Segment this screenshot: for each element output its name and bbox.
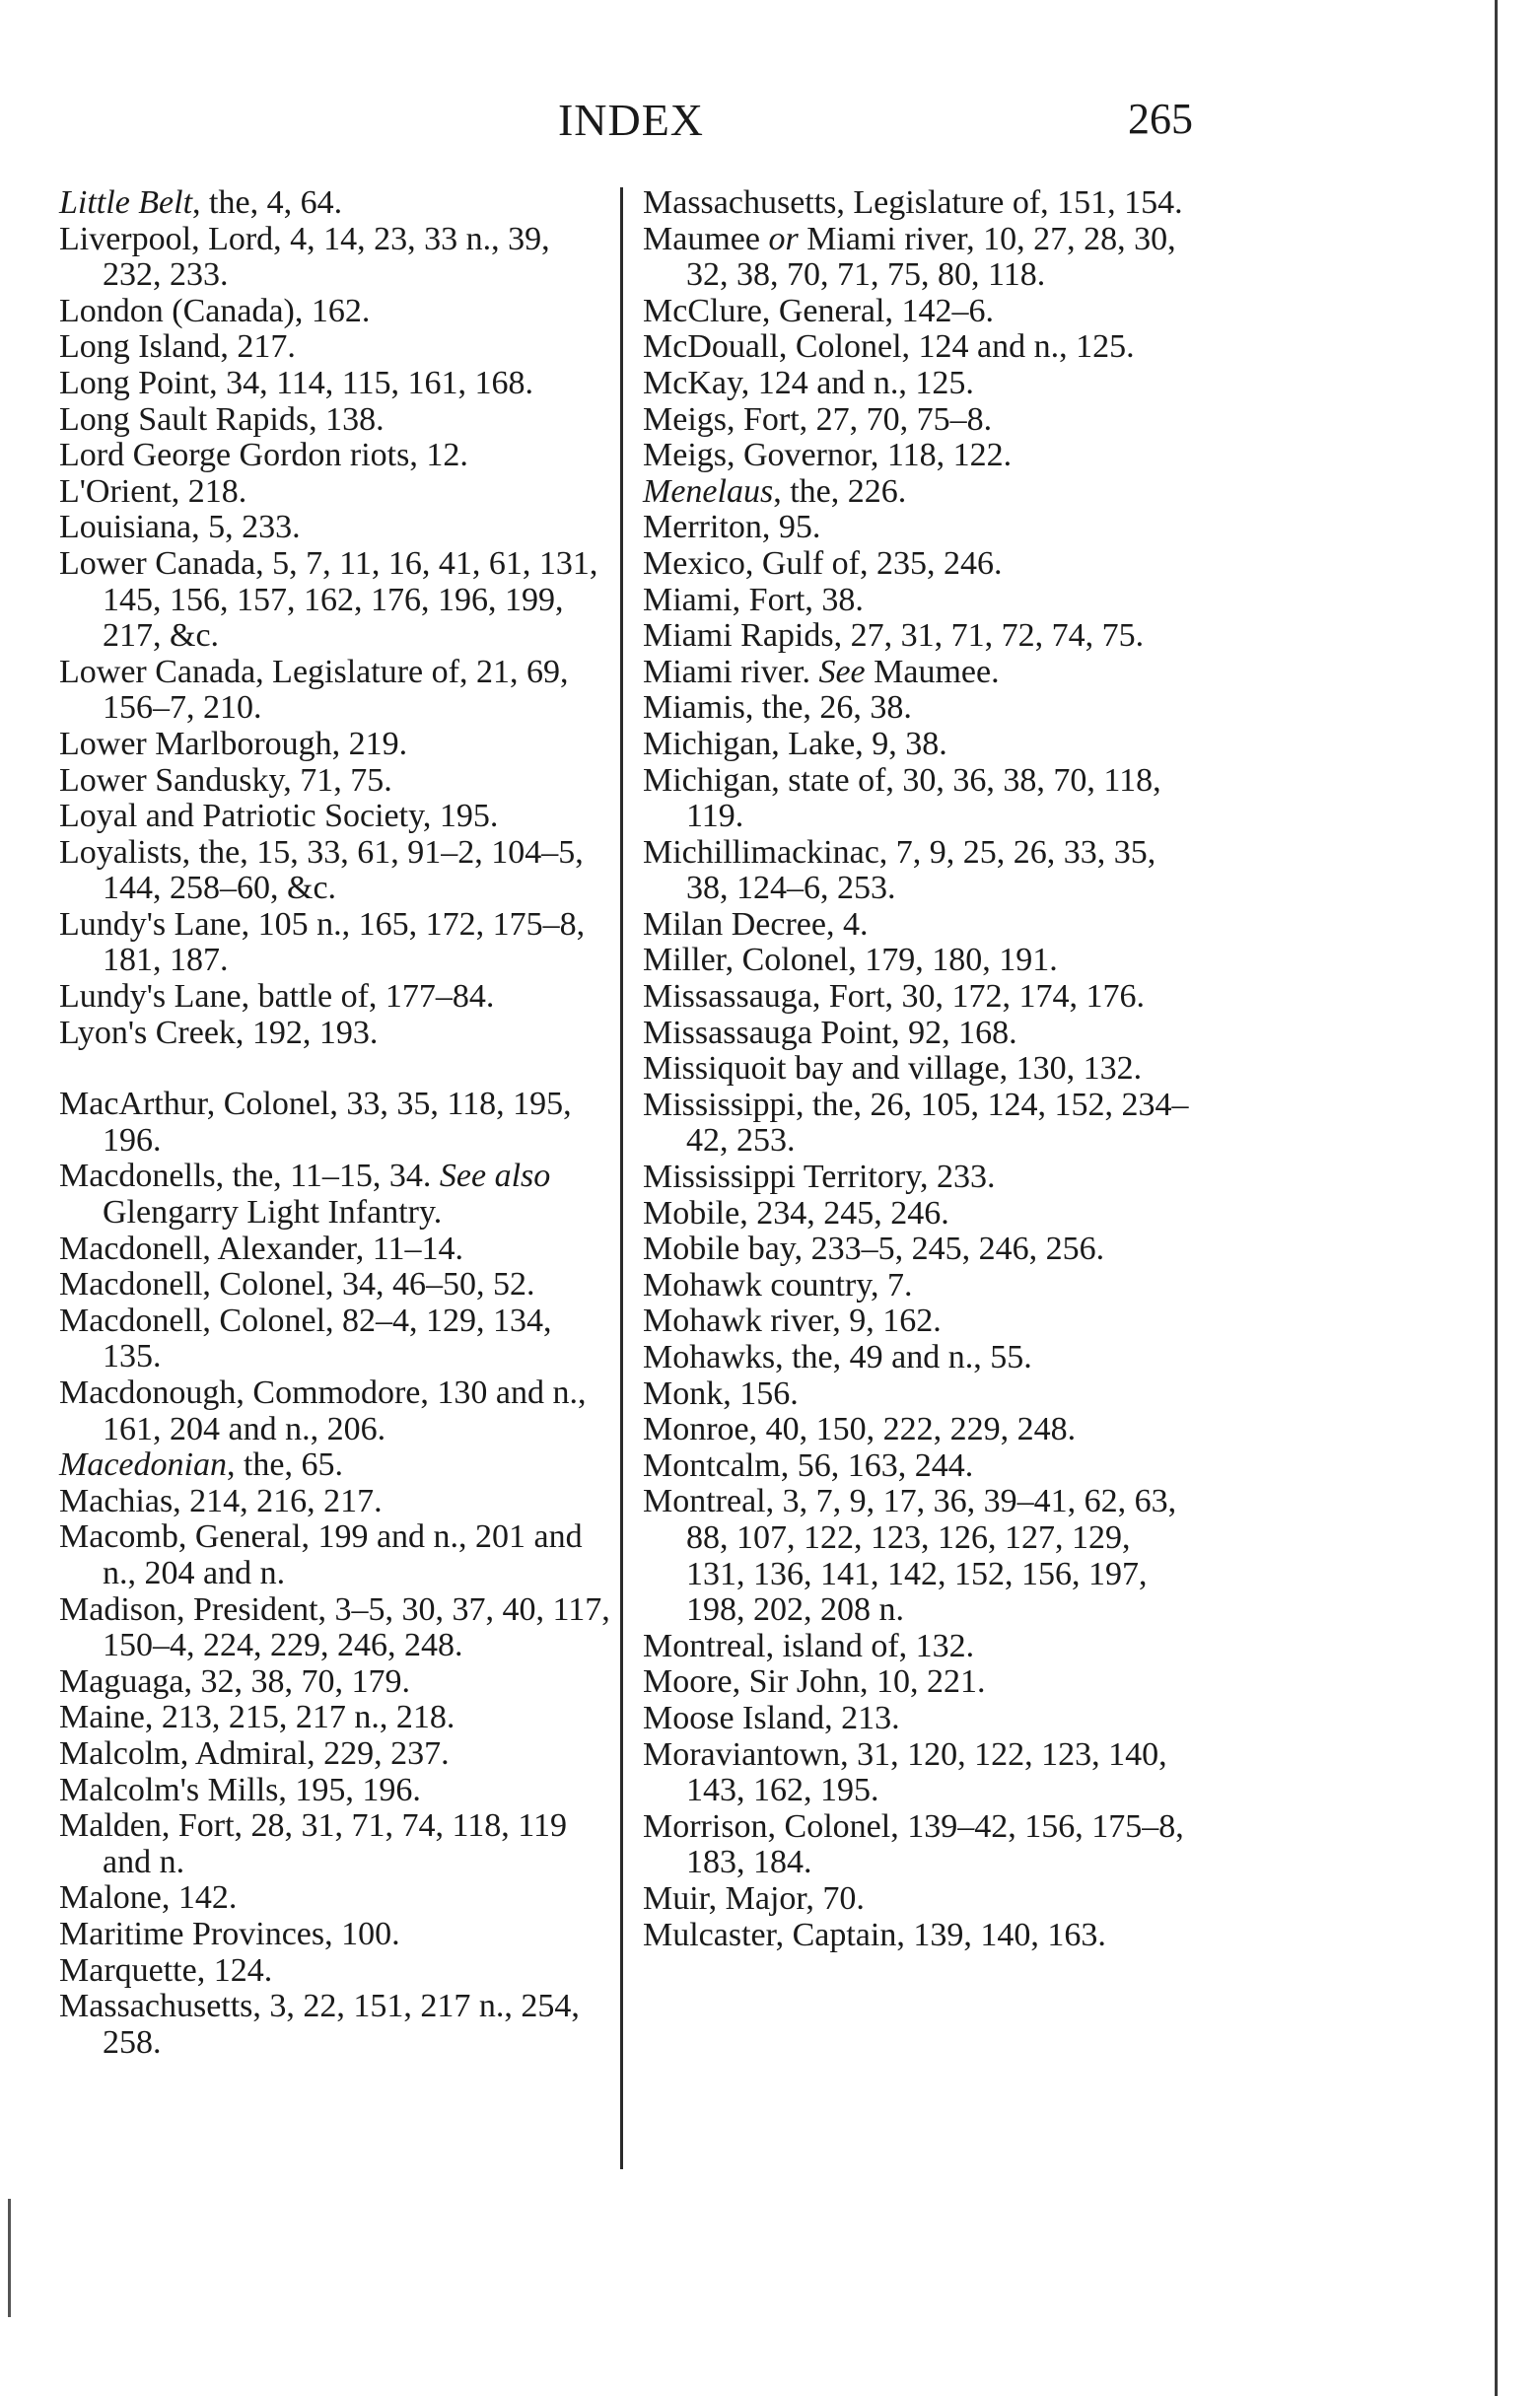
index-entry-text: Muir, Major, 70. [643,1879,865,1917]
index-column-left [59,185,611,2061]
index-entry [59,1989,611,2061]
index-entry-text: Macdonough, Commodore, 130 and n., 161, 204 and n., 206. [59,1374,587,1447]
index-entry-text: Long Point, 34, 114, 115, 161, 168. [59,364,534,401]
index-entry [59,1484,611,1520]
index-entry-text: Mulcaster, Captain, 139, 140, 163. [643,1916,1106,1953]
index-entry-text: Michigan, state of, 30, 36, 38, 70, 118, 119. [643,761,1161,835]
index-entry [643,1232,1195,1268]
index-entry-text: Mobile, 234, 245, 246. [643,1194,949,1232]
index-entry-text: Missiquoit bay and village, 130, 132. [643,1050,1143,1088]
index-entry-text: L'Orient, 218. [59,472,247,510]
index-entry [643,185,1195,222]
index-entry [643,763,1195,835]
index-entry [643,546,1195,583]
index-entry [59,510,611,546]
index-entry-text: Montreal, 3, 7, 9, 17, 36, 39–41, 62, 63, 88, 107, 122, 123, 126, 127, 129, 131, 136, 141, 142, 152, 156, 197, 198, 202, 208 n. [643,1483,1177,1629]
index-entry-text: Morrison, Colonel, 139–42, 156, 175–8, 183, 184. [643,1807,1184,1881]
index-entry [59,366,611,402]
index-entry [643,474,1195,511]
index-entry [643,1196,1195,1233]
index-entry-text: Lower Sandusky, 71, 75. [59,761,392,799]
index-entry [643,1701,1195,1737]
index-entry [643,1160,1195,1196]
index-entry-text: Maritime Provinces, 100. [59,1915,400,1952]
index-entry-text: Moraviantown, 31, 120, 122, 123, 140, 143, 162, 195. [643,1735,1167,1809]
index-entry-text: Macdonell, Alexander, 11–14. [59,1230,463,1267]
index-entry [643,1016,1195,1052]
index-entry [643,1340,1195,1376]
index-entry [59,185,611,222]
index-entry-text: Malcolm's Mills, 195, 196. [59,1771,421,1808]
index-entry [59,727,611,763]
index-entry-text: McKay, 124 and n., 125. [643,364,974,401]
index-entry [643,1881,1195,1918]
index-entry-text: Moore, Sir John, 10, 221. [643,1663,986,1701]
index-entry [643,329,1195,366]
index-entry-text: Merriton, 95. [643,509,821,546]
index-entry [643,510,1195,546]
index-entry [59,1953,611,1990]
index-entry [59,1917,611,1953]
index-entry [643,979,1195,1016]
index-entry-text: Massachusetts, Legislature of, 151, 154. [643,184,1183,221]
index-entry [643,1629,1195,1665]
index-entry-text: Meigs, Fort, 27, 70, 75–8. [643,400,993,438]
index-entry [643,835,1195,907]
index-entry-text: , the, 226. [773,472,907,510]
index-entry-text: Louisiana, 5, 233. [59,509,301,546]
index-entry-italic: See also [431,1158,551,1195]
index-entry-italic: Little Belt [59,184,193,221]
index-entry [59,1447,611,1484]
index-entry-text: Liverpool, Lord, 4, 14, 23, 33 n., 39, 232, 233. [59,220,550,294]
index-entry-text: Mohawk river, 9, 162. [643,1303,942,1340]
index-entry-text: , the, 65. [226,1446,343,1484]
index-entry-text: Michigan, Lake, 9, 38. [643,725,947,762]
index-entry [59,1736,611,1773]
index-entry [643,438,1195,474]
index-entry [643,366,1195,402]
index-entry [643,943,1195,979]
index-entry [643,727,1195,763]
index-entry-text: Macomb, General, 199 and n., 201 and n., 204 and n. [59,1518,583,1591]
index-entry-text: Miami river, 10, 27, 28, 30, 32, 38, 70, 71, 75, 80, 118. [686,220,1176,294]
index-entry [643,690,1195,727]
index-entry [59,1773,611,1809]
index-entry-text: Madison, President, 3–5, 30, 37, 40, 117, 150–4, 224, 229, 246, 248. [59,1590,610,1664]
index-entry [643,1304,1195,1340]
index-entry-text: Lord George Gordon riots, 12. [59,437,468,474]
index-entry-text: Miami, Fort, 38. [643,581,864,618]
index-entry [643,1737,1195,1809]
index-entry [59,402,611,439]
index-entry [59,1808,611,1880]
index-entry-italic: See [809,653,866,690]
index-entry-text: MacArthur, Colonel, 33, 35, 118, 195, 196. [59,1086,572,1159]
index-entry-text: Montcalm, 56, 163, 244. [643,1446,974,1484]
index-entry-text: Mobile bay, 233–5, 245, 246, 256. [643,1231,1105,1268]
index-entry [59,979,611,1016]
index-entry [643,1412,1195,1448]
index-entry-text: Miami Rapids, 27, 31, 71, 72, 74, 75. [643,617,1145,655]
index-entry-text: Lyon's Creek, 192, 193. [59,1014,379,1051]
index-entry-text: Lower Canada, Legislature of, 21, 69, 156–7, 210. [59,653,569,727]
index-entry-text: Macdonell, Colonel, 34, 46–50, 52. [59,1266,535,1304]
index-entry-italic: or [759,220,799,257]
index-entry-text: Mohawks, the, 49 and n., 55. [643,1339,1032,1375]
index-entry-text: Missassauga, Fort, 30, 172, 174, 176. [643,978,1146,1016]
index-column-right [643,185,1195,1953]
index-entry [59,1232,611,1268]
index-entry-text: Monk, 156. [643,1374,799,1412]
index-entry-text: Miller, Colonel, 179, 180, 191. [643,942,1058,979]
index-entry-text: Monroe, 40, 150, 222, 229, 248. [643,1411,1077,1448]
index-entry-text: Machias, 214, 216, 217. [59,1482,383,1519]
index-entry [643,583,1195,619]
index-entry-text: Long Island, 217. [59,328,296,366]
page-edge-line [1495,0,1498,2396]
index-entry [643,1664,1195,1701]
page-number: 265 [1128,95,1193,143]
index-entry-text: Maumee. [865,653,1000,690]
index-entry [643,655,1195,691]
index-entry [643,1376,1195,1413]
index-entry [643,618,1195,655]
index-entry-text: Maine, 213, 215, 217 n., 218. [59,1699,455,1736]
index-entry [59,474,611,511]
index-entry [643,1918,1195,1954]
index-entry-text: London (Canada), 162. [59,292,371,329]
index-entry-text: McClure, General, 142–6. [643,292,994,329]
index-entry-text: Marquette, 124. [59,1951,273,1989]
index-entry-text: Glengarry Light Infantry. [103,1194,443,1232]
index-entry-text: Montreal, island of, 132. [643,1627,975,1664]
index-entry-text: Macdonell, Colonel, 82–4, 129, 134, 135. [59,1302,552,1375]
index-entry-text: Lower Marlborough, 219. [59,725,408,762]
index-entry [59,1664,611,1701]
index-entry [643,1268,1195,1304]
index-entry [59,1592,611,1664]
index-entry-text: Missassauga Point, 92, 168. [643,1014,1017,1051]
index-entry [643,1051,1195,1088]
index-entry [59,763,611,800]
index-entry [643,294,1195,330]
index-entry-text: Macdonells, the, 11–15, 34. [59,1158,432,1195]
index-section-gap [59,1051,611,1087]
index-entry-text: Mississippi, the, 26, 105, 124, 152, 234–42, 253. [643,1086,1189,1160]
index-entry [59,799,611,835]
index-entry [59,835,611,907]
index-entry [59,294,611,330]
index-entry-text: Malden, Fort, 28, 31, 71, 74, 118, 119 and n. [59,1807,568,1880]
index-entry [59,1016,611,1052]
index-entry [59,655,611,727]
index-entry-text: Mexico, Gulf of, 235, 246. [643,544,1003,582]
index-entry [643,1809,1195,1881]
index-entry-text: Milan Decree, 4. [643,905,869,943]
margin-mark [8,2199,11,2317]
index-entry [643,1088,1195,1160]
index-entry-text: Miamis, the, 26, 38. [643,689,912,727]
index-entry [59,1304,611,1375]
index-entry [59,1700,611,1736]
index-entry-text: Massachusetts, 3, 22, 151, 217 n., 254, 258. [59,1988,580,2061]
index-entry-text: Malcolm, Admiral, 229, 237. [59,1734,450,1772]
index-entry-text: Lundy's Lane, battle of, 177–84. [59,978,495,1016]
index-entry-text: Lower Canada, 5, 7, 11, 16, 41, 61, 131, 145, 156, 157, 162, 176, 196, 199, 217, &c. [59,544,598,655]
index-entry-text: Mohawk country, 7. [643,1266,913,1304]
index-entry-text: Long Sault Rapids, 138. [59,400,385,438]
index-entry-text: Moose Island, 213. [643,1699,900,1736]
index-entry-text: Maguaga, 32, 38, 70, 179. [59,1662,411,1700]
index-entry [643,402,1195,439]
index-entry [59,1267,611,1304]
index-entry [59,1375,611,1447]
index-entry-italic: Macedonian [59,1446,227,1484]
index-entry [59,1519,611,1591]
index-entry [59,438,611,474]
index-entry [59,546,611,655]
page-title: INDEX [557,95,705,145]
index-entry-text: Loyal and Patriotic Society, 195. [59,798,499,835]
index-entry-text: Meigs, Governor, 118, 122. [643,437,1013,474]
index-entry-text: Lundy's Lane, 105 n., 165, 172, 175–8, 181, 187. [59,905,586,979]
index-entry-text: McDouall, Colonel, 124 and n., 125. [643,328,1135,366]
index-entry-text: Michillimackinac, 7, 9, 25, 26, 33, 35, 38, 124–6, 253. [643,833,1156,907]
index-entry [643,222,1195,294]
index-entry-text: Mississippi Territory, 233. [643,1159,996,1196]
index-entry [643,1484,1195,1628]
index-entry-text: Malone, 142. [59,1879,238,1917]
index-entry-text: Miami river. [643,653,810,690]
index-entry [59,907,611,979]
index-entry-text: Maumee [643,220,760,257]
index-entry-text: Loyalists, the, 15, 33, 61, 91–2, 104–5, 144, 258–60, &c. [59,833,584,907]
index-entry [643,1448,1195,1485]
index-entry-text: , the, 4, 64. [192,184,343,221]
index-entry [59,329,611,366]
index-entry [643,907,1195,944]
index-entry [59,1087,611,1159]
column-divider [620,187,623,2169]
index-entry [59,1159,611,1231]
index-entry-italic: Menelaus [643,472,774,510]
index-entry [59,222,611,294]
index-entry [59,1880,611,1917]
